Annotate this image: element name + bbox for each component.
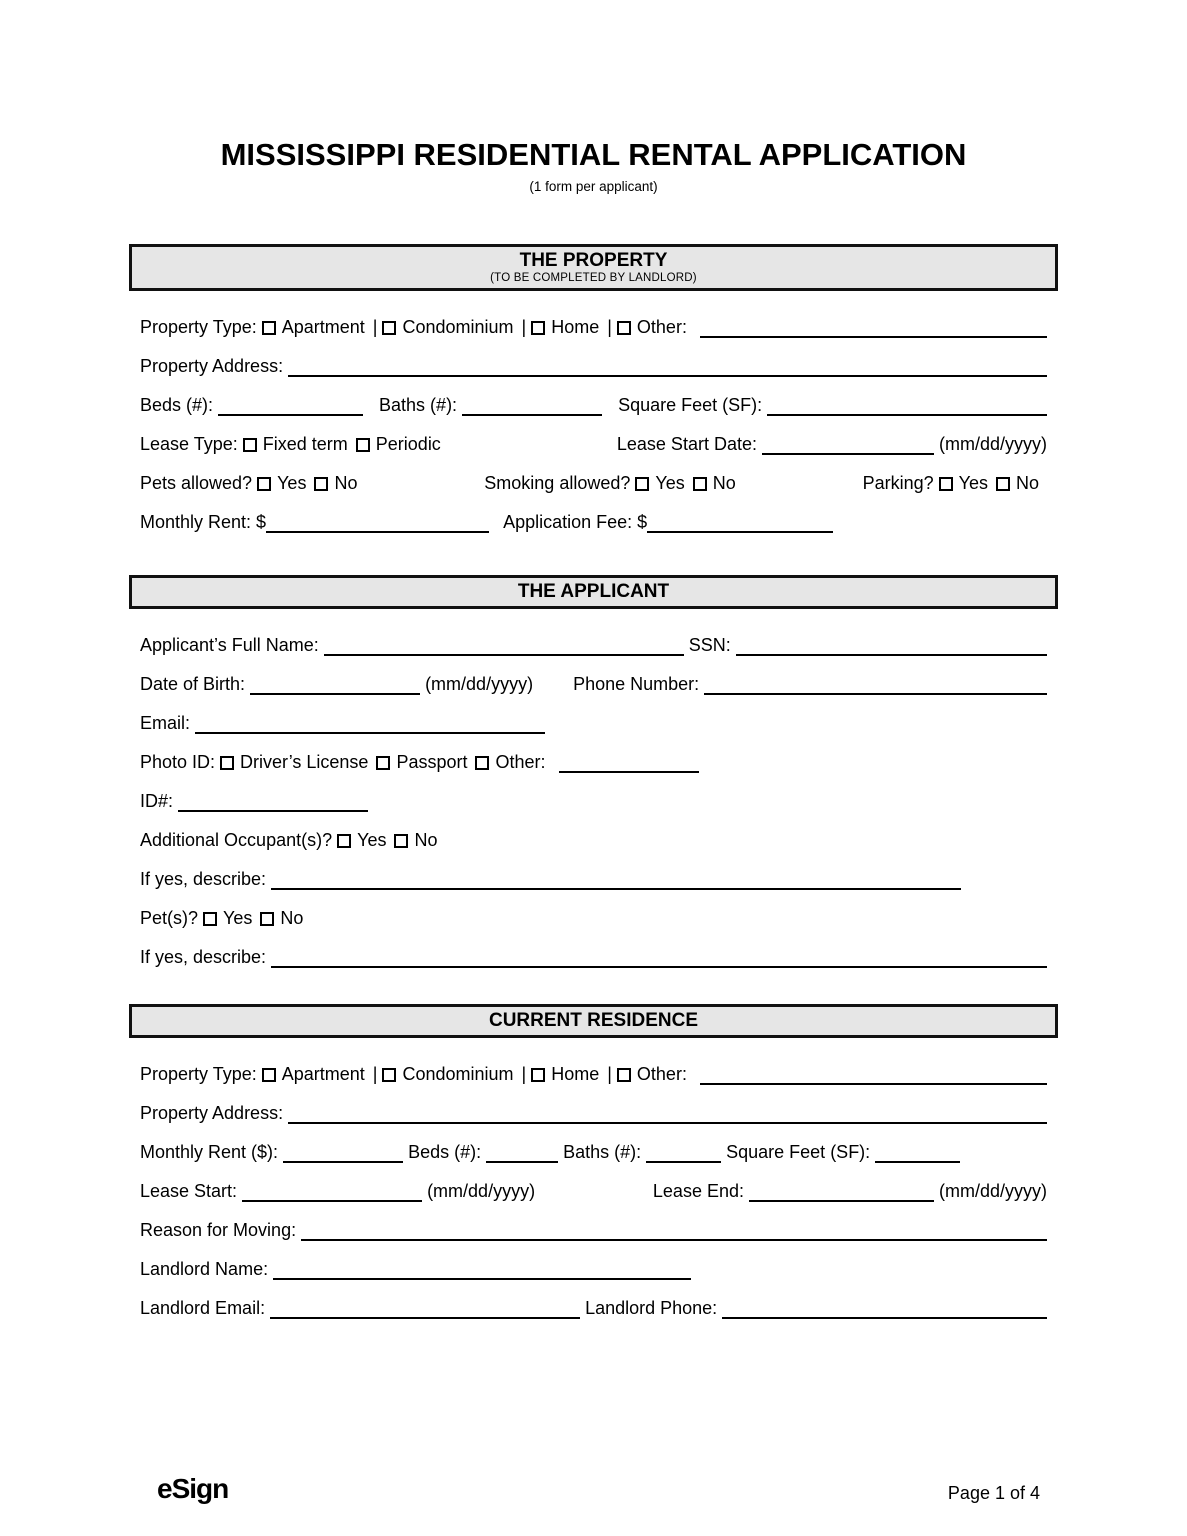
section-title: THE PROPERTY [519,250,668,272]
property-condominium-label: Condominium [402,317,514,338]
photo-id-passport-label: Passport [396,752,468,773]
form-row [140,740,1047,779]
cr-square-feet-label: Square Feet (SF): [721,1142,876,1163]
smoking-allowed-no-label: No [712,473,736,494]
pets-allowed-no-label: No [334,473,358,494]
form-row [140,935,1047,974]
cr-apartment-label: Apartment [281,1064,365,1085]
date-of-birth-label: Date of Birth: [140,674,251,695]
parking-no-option [996,473,1039,494]
section-title: CURRENT RESIDENCE [488,1010,699,1032]
parking-label: Parking? [862,473,939,494]
form-row [140,422,1047,461]
lease-start-date-label: Lease Start Date: [616,434,762,455]
section-header [129,575,1058,609]
cr-baths-line[interactable] [646,1158,721,1163]
photo-id-passport-option [376,752,467,773]
photo-id-drivers-license-option [220,752,368,773]
application-fee-line[interactable] [647,528,833,533]
page-number: Page 1 of 4 [947,1483,1040,1503]
ssn-line[interactable] [736,651,1047,656]
page-subtitle: (1 form per applicant) [529,179,658,195]
cr-lease-end-line[interactable] [749,1197,934,1202]
property-type-label: Property Type: [140,317,262,338]
spacer [449,454,617,455]
additional-occupants-no-option [394,830,437,851]
separator: | [607,1064,617,1085]
photo-id-passport-checkbox[interactable] [376,756,390,770]
section-title: THE APPLICANT [517,581,670,603]
occupants-describe-line[interactable] [271,885,961,890]
property-home-option [531,317,599,338]
pets-yes-option [203,908,252,929]
form-row [140,1091,1047,1130]
pets-yes-checkbox[interactable] [203,912,217,926]
form-row [140,1130,1047,1169]
photo-id-other-option [475,752,550,773]
property-condominium-checkbox[interactable] [382,321,396,335]
section-subtitle: (TO BE COMPLETED BY LANDLORD) [490,272,697,285]
pets-allowed-no-checkbox[interactable] [314,477,328,491]
phone-number-line[interactable] [704,690,1047,695]
cr-other-option [617,1064,692,1085]
reason-moving-line[interactable] [301,1236,1047,1241]
ssn-label: SSN: [683,635,736,656]
cr-condominium-checkbox[interactable] [382,1068,396,1082]
monthly-rent-label: Monthly Rent: $ [140,512,267,533]
landlord-email-line[interactable] [270,1314,580,1319]
property-apartment-checkbox[interactable] [262,321,276,335]
monthly-rent-line[interactable] [266,528,489,533]
cr-property-address-label: Property Address: [140,1103,289,1124]
email-label: Email: [140,713,196,734]
application-fee-label: Application Fee: $ [503,512,648,533]
cr-baths-label: Baths (#): [558,1142,647,1163]
cr-monthly-rent-line[interactable] [283,1158,403,1163]
pets-allowed-no-option [314,473,357,494]
form-row [140,461,1047,500]
section-body [140,1038,1047,1325]
applicant-name-label: Applicant’s Full Name: [140,635,324,656]
parking-yes-option [939,473,988,494]
form-row [140,1208,1047,1247]
spacer [744,493,863,494]
property-home-label: Home [551,317,600,338]
additional-occupants-no-label: No [414,830,438,851]
parking-yes-checkbox[interactable] [939,477,953,491]
cr-home-label: Home [551,1064,600,1085]
additional-occupants-no-checkbox[interactable] [394,834,408,848]
parking-no-checkbox[interactable] [996,477,1010,491]
photo-id-drivers-license-checkbox[interactable] [220,756,234,770]
form-row [140,1052,1047,1091]
form-row [140,1286,1047,1325]
cr-lease-start-label: Lease Start: [140,1181,243,1202]
spacer [363,415,379,416]
lease-periodic-label: Periodic [375,434,441,455]
spacer [365,493,484,494]
smoking-allowed-no-checkbox[interactable] [693,477,707,491]
separator: | [607,317,617,338]
section-current-residence [140,1004,1047,1325]
landlord-name-line[interactable] [273,1275,691,1280]
property-type-other-line[interactable] [700,333,1047,338]
occupants-describe-label: If yes, describe: [140,869,272,890]
applicant-name-line[interactable] [324,651,684,656]
form-sections [140,244,1047,1325]
section-body [140,609,1047,974]
property-address-label: Property Address: [140,356,289,377]
form-row [140,383,1047,422]
pets-allowed-label: Pets allowed? [140,473,258,494]
form-row [140,1247,1047,1286]
form-row [140,344,1047,383]
additional-occupants-yes-option [337,830,386,851]
cr-square-feet-line[interactable] [875,1158,960,1163]
esign-logo: eSign [157,1473,229,1504]
form-row [140,701,1047,740]
cr-property-address-line[interactable] [288,1119,1047,1124]
pets-no-label: No [280,908,304,929]
baths-label: Baths (#): [379,395,463,416]
smoking-allowed-label: Smoking allowed? [484,473,636,494]
photo-id-drivers-license-label: Driver’s License [240,752,369,773]
email-line[interactable] [195,729,545,734]
cr-condominium-label: Condominium [402,1064,514,1085]
cr-home-checkbox[interactable] [531,1068,545,1082]
landlord-phone-label: Landlord Phone: [580,1298,723,1319]
square-feet-line[interactable] [767,411,1047,416]
cr-beds-line[interactable] [486,1158,558,1163]
cr-property-type-other-line[interactable] [700,1080,1047,1085]
smoking-allowed-yes-label: Yes [655,473,685,494]
cr-condominium-option [382,1064,513,1085]
reason-moving-label: Reason for Moving: [140,1220,302,1241]
photo-id-other-label: Other: [495,752,551,773]
lease-fixed-term-option [243,434,348,455]
pets-no-option [260,908,303,929]
lease-fixed-term-label: Fixed term [262,434,348,455]
spacer [533,694,573,695]
property-other-option [617,317,692,338]
form-row [140,896,1047,935]
form-row [140,662,1047,701]
property-other-label: Other: [636,317,692,338]
lease-periodic-option [356,434,441,455]
parking-no-label: No [1016,473,1040,494]
spacer [602,415,618,416]
additional-occupants-yes-label: Yes [357,830,387,851]
separator: | [521,1064,532,1085]
separator: | [372,317,383,338]
property-condominium-option [382,317,513,338]
smoking-allowed-yes-option [635,473,684,494]
cr-monthly-rent-label: Monthly Rent ($): [140,1142,284,1163]
pets-label: Pet(s)? [140,908,204,929]
form-row [140,623,1047,662]
cr-property-type-label: Property Type: [140,1064,262,1085]
form-row [140,1169,1047,1208]
form-row [140,305,1047,344]
cr-home-option [531,1064,599,1085]
property-apartment-option [262,317,365,338]
date-format-note: (mm/dd/yyyy) [933,434,1047,455]
pets-describe-line[interactable] [271,963,1047,968]
pets-yes-label: Yes [223,908,253,929]
cr-lease-start-line[interactable] [242,1197,422,1202]
landlord-name-label: Landlord Name: [140,1259,274,1280]
cr-apartment-checkbox[interactable] [262,1068,276,1082]
photo-id-other-checkbox[interactable] [475,756,489,770]
cr-beds-label: Beds (#): [403,1142,487,1163]
id-number-line[interactable] [178,807,368,812]
date-format-note: (mm/dd/yyyy) [420,674,534,695]
section-header [129,1004,1058,1038]
lease-type-label: Lease Type: [140,434,243,455]
cr-other-label: Other: [636,1064,692,1085]
spacer [535,1201,653,1202]
beds-line[interactable] [218,411,363,416]
date-of-birth-line[interactable] [250,690,420,695]
pets-describe-label: If yes, describe: [140,947,272,968]
property-apartment-label: Apartment [281,317,365,338]
section-body [140,291,1047,539]
property-home-checkbox[interactable] [531,321,545,335]
pets-allowed-yes-label: Yes [277,473,307,494]
id-number-label: ID#: [140,791,179,812]
property-address-line[interactable] [288,372,1047,377]
smoking-allowed-no-option [693,473,736,494]
page-title: MISSISSIPPI RESIDENTIAL RENTAL APPLICATION [220,137,967,172]
spacer [489,532,503,533]
square-feet-label: Square Feet (SF): [618,395,768,416]
lease-start-date-line[interactable] [762,450,934,455]
section-header [129,244,1058,291]
baths-line[interactable] [462,411,602,416]
form-row [140,500,1047,539]
pets-allowed-yes-checkbox[interactable] [257,477,271,491]
date-format-note: (mm/dd/yyyy) [933,1181,1047,1202]
beds-label: Beds (#): [140,395,219,416]
date-format-note: (mm/dd/yyyy) [422,1181,536,1202]
phone-number-label: Phone Number: [573,674,705,695]
lease-fixed-term-checkbox[interactable] [243,438,257,452]
cr-other-checkbox[interactable] [617,1068,631,1082]
additional-occupants-yes-checkbox[interactable] [337,834,351,848]
section-the-applicant [140,575,1047,974]
form-row [140,779,1047,818]
photo-id-other-line[interactable] [559,768,699,773]
lease-periodic-checkbox[interactable] [356,438,370,452]
separator: | [521,317,532,338]
property-other-checkbox[interactable] [617,321,631,335]
separator: | [372,1064,383,1085]
smoking-allowed-yes-checkbox[interactable] [635,477,649,491]
form-row [140,857,1047,896]
section-the-property [140,244,1047,539]
cr-lease-end-label: Lease End: [652,1181,749,1202]
form-row [140,818,1047,857]
parking-yes-label: Yes [958,473,988,494]
landlord-email-label: Landlord Email: [140,1298,271,1319]
pets-no-checkbox[interactable] [260,912,274,926]
pets-allowed-yes-option [257,473,306,494]
photo-id-label: Photo ID: [140,752,221,773]
additional-occupants-label: Additional Occupant(s)? [140,830,338,851]
landlord-phone-line[interactable] [722,1314,1047,1319]
cr-apartment-option [262,1064,365,1085]
